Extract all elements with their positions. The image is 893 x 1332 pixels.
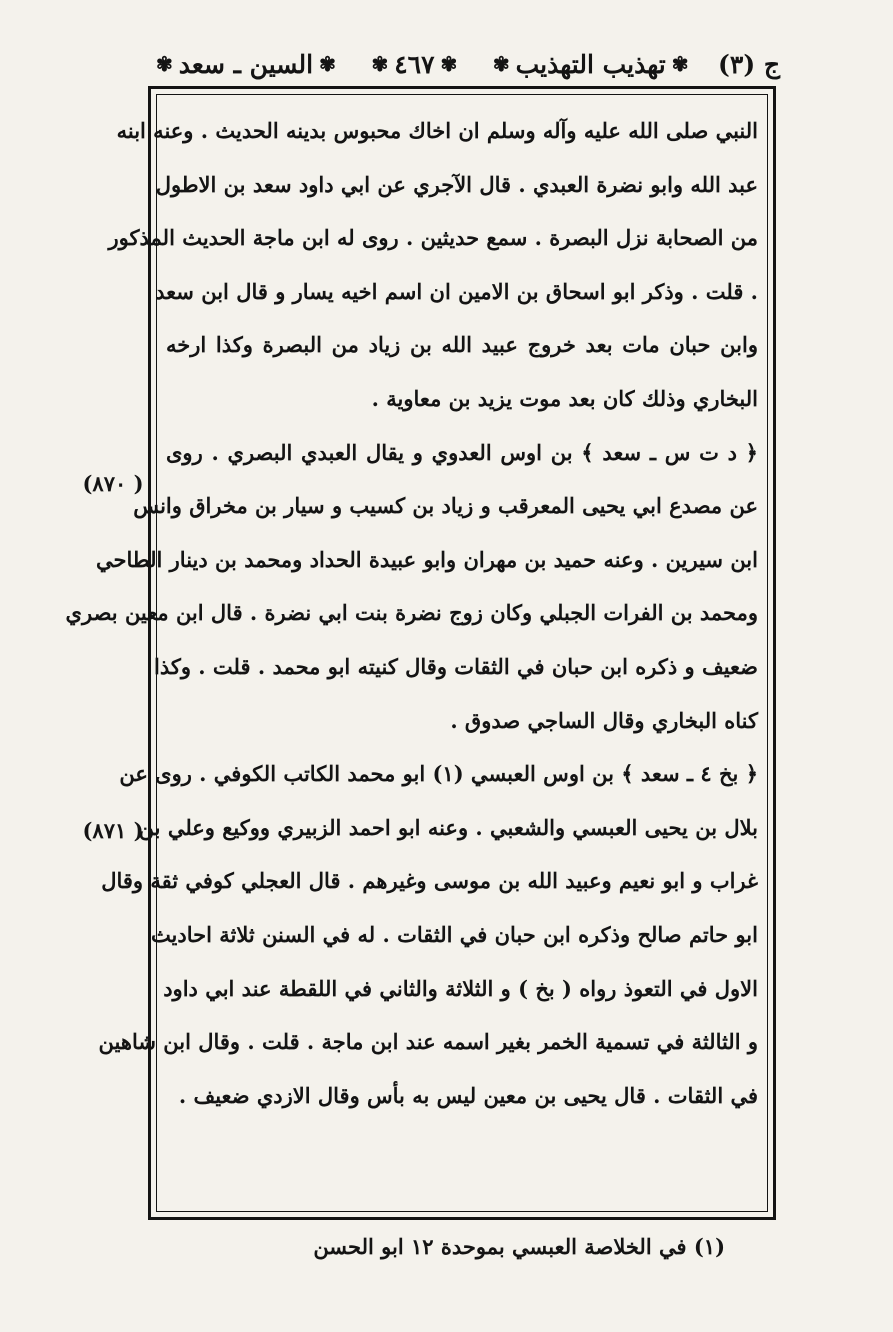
- text-line: الاول في التعوذ رواه ( بخ ) و الثلاثة والثاني في اللقطة عند ابي داود: [163, 975, 758, 1001]
- page-header: [150, 44, 780, 84]
- ornament-icon: ✾: [492, 52, 510, 76]
- book-title-text: تهذيب التهذيب: [515, 49, 666, 79]
- text-line: ومحمد بن الفرات الجبلي وكان زوج نضرة بنت ابي نضرة . قال ابن معين بصري: [65, 600, 758, 626]
- text-line: عن مصدع ابي يحيى المعرقب و زياد بن كسيب و سيار بن مخراق وانس: [133, 493, 758, 519]
- text-line: النبي صلى الله عليه وآله وسلم ان اخاك محبوس بدينه الحديث . وعنه ابنه: [116, 118, 758, 143]
- volume-label: [718, 50, 780, 79]
- entry-heading-line: ﴿ د ت س ـ سعد ﴾ بن اوس العدوي و يقال العبدي البصري . روى: [166, 439, 758, 465]
- ornament-icon: ✾: [671, 52, 689, 76]
- text-line: غراب و ابو نعيم وعبيد الله بن موسى وغيرهم . قال العجلي كوفي ثقة وقال: [101, 868, 758, 894]
- section-label: [150, 50, 342, 79]
- ornament-icon: ✾: [440, 52, 458, 76]
- text-line: ابو حاتم صالح وذكره ابن حبان في الثقات . له في السنن ثلاثة احاديث: [150, 921, 758, 947]
- ornament-icon: ✾: [371, 52, 389, 76]
- text-line: ضعيف و ذكره ابن حبان في الثقات وقال كنيته ابو محمد . قلت . وكذا: [153, 653, 758, 679]
- page-number: [365, 50, 463, 79]
- entry-number: ( ٨٧١): [82, 818, 144, 843]
- footnote: (١) في الخلاصة العبسي بموحدة ١٢ ابو الحسن: [313, 1234, 725, 1259]
- text-line: البخاري وذلك كان بعد موت يزيد بن معاوية .: [371, 385, 758, 411]
- section-text: السين ـ سعد: [178, 49, 314, 79]
- entry-heading-line: ﴿ بخ ٤ ـ سعد ﴾ بن اوس العبسي (١) ابو محمد الكاتب الكوفي . روى عن: [119, 761, 758, 787]
- text-line: وابن حبان مات بعد خروج عبيد الله بن زياد من البصرة وكذا ارخه: [166, 332, 758, 358]
- text-line: ابن سيرين . وعنه حميد بن مهران وابو عبيدة الحداد ومحمد بن دينار الطاحي: [96, 546, 758, 572]
- text-line: كناه البخاري وقال الساجي صدوق .: [450, 707, 758, 733]
- text-line: عبد الله وابو نضرة العبدي . قال الآجري عن ابي داود سعد بن الاطول: [155, 171, 758, 197]
- ornament-icon: ✾: [156, 52, 173, 76]
- page-number-text: ٤٦٧: [394, 49, 435, 79]
- entry-number: ( ٨٧٠): [82, 471, 144, 496]
- ornament-icon: ✾: [319, 52, 336, 76]
- text-line: في الثقات . قال يحيى بن معين ليس به بأس وقال الازدي ضعيف .: [178, 1082, 758, 1108]
- text-line: من الصحابة نزل البصرة . سمع حديثين . روى له ابن ماجة الحديث المذكور: [108, 225, 758, 251]
- volume-text: ج (٣): [718, 49, 780, 79]
- text-line: . قلت . وذكر ابو اسحاق بن الامين ان اسم اخيه يسار و قال ابن سعد: [155, 278, 758, 304]
- text-line: و الثالثة في تسمية الخمر بغير اسمه عند ابن ماجة . قلت . وقال ابن شاهين: [98, 1029, 758, 1055]
- book-title: [487, 50, 695, 79]
- text-line: بلال بن يحيى العبسي والشعبي . وعنه ابو احمد الزبيري ووكيع وعلي بن: [138, 814, 758, 840]
